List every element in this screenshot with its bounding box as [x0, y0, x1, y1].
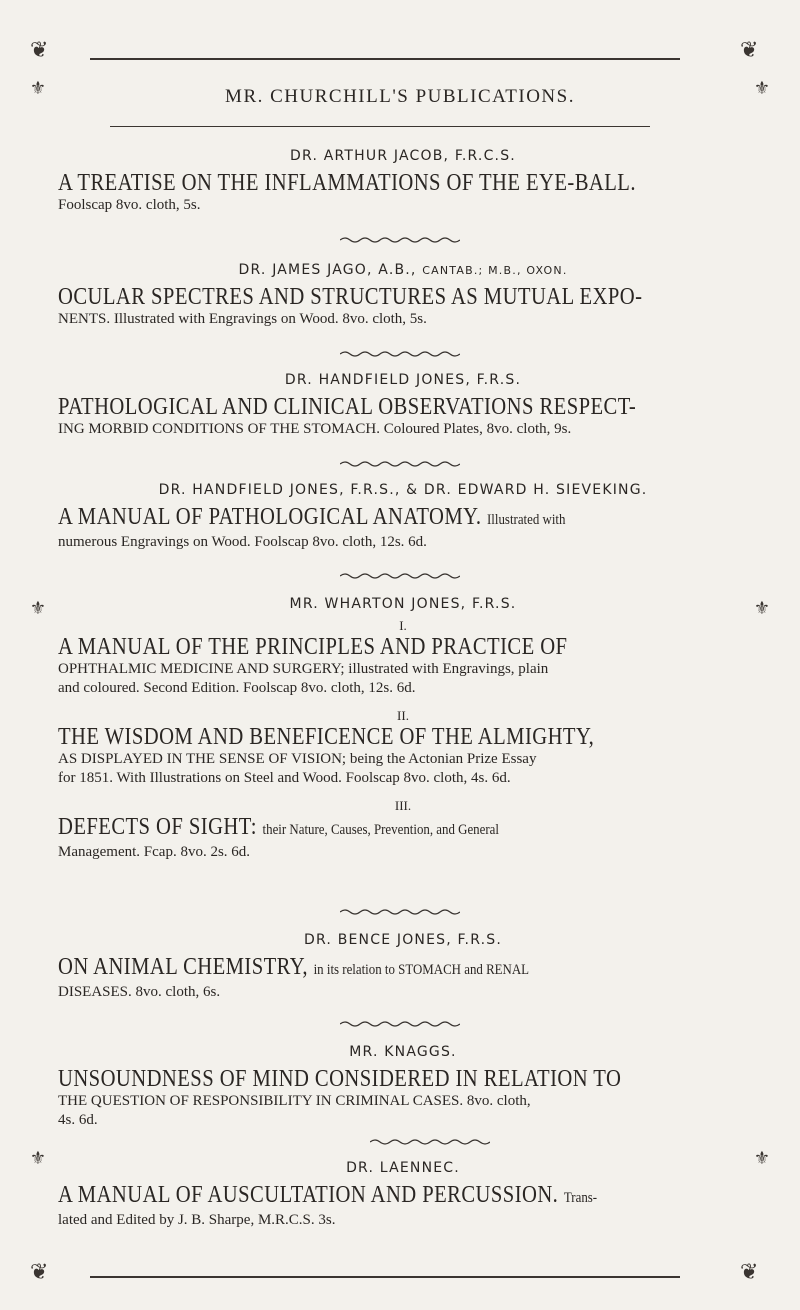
book-description: THE QUESTION OF RESPONSIBILITY IN CRIMINAL CASES. 8vo. cloth,: [58, 1093, 531, 1109]
book-title: OCULAR SPECTRES AND STRUCTURES AS MUTUAL EXPO-: [58, 284, 643, 310]
entry-jones-sieveking: [58, 482, 748, 552]
wave-divider: [340, 1020, 460, 1028]
wave-divider: [370, 1138, 490, 1146]
author-name: DR. JAMES JAGO, A.B.,: [238, 262, 417, 278]
book-description: numerous Engravings on Wood. Foolscap 8vo. cloth, 12s. 6d.: [58, 534, 427, 550]
book-title: PATHOLOGICAL AND CLINICAL OBSERVATIONS RESPECT-: [58, 394, 637, 420]
book-description: lated and Edited by J. B. Sharpe, M.R.C.S. 3s.: [58, 1212, 336, 1228]
book-title-main: DEFECTS OF SIGHT:: [58, 814, 257, 840]
book-title-main: A MANUAL OF AUSCULTATION AND PERCUSSION.: [58, 1182, 559, 1208]
top-sub-rule: [110, 126, 650, 127]
author-heading: DR. LAENNEC.: [346, 1160, 460, 1176]
book-title-tail: in its relation to STOMACH and RENAL: [313, 962, 530, 978]
book-description: and coloured. Second Edition. Foolscap 8vo. cloth, 12s. 6d.: [58, 680, 416, 696]
side-ornament-icon: ⚜: [29, 1148, 47, 1169]
side-ornament-icon: ⚜: [753, 1148, 771, 1169]
corner-flourish-icon: ❦: [30, 38, 49, 63]
running-head: MR. CHURCHILL'S PUBLICATIONS.: [225, 86, 575, 107]
author-heading: DR. BENCE JONES, F.R.S.: [303, 932, 503, 948]
book-title-tail: Trans-: [563, 1190, 598, 1206]
author-degrees: CANTAB.; M.B., OXON.: [422, 264, 568, 277]
book-title-main: A MANUAL OF PATHOLOGICAL ANATOMY.: [58, 504, 482, 530]
side-ornament-icon: ⚜: [29, 598, 47, 619]
wave-divider: [340, 236, 460, 244]
top-rule: [90, 58, 680, 60]
wave-divider: [340, 350, 460, 358]
item-numeral: II.: [397, 708, 409, 723]
book-title-main: ON ANIMAL CHEMISTRY,: [58, 954, 309, 980]
entry-jago: [58, 262, 748, 329]
book-title: A MANUAL OF THE PRINCIPLES AND PRACTICE OF: [58, 634, 568, 660]
bottom-rule: [90, 1276, 680, 1278]
book-title: THE WISDOM AND BENEFICENCE OF THE ALMIGHTY,: [58, 724, 595, 750]
corner-flourish-icon: ❦: [30, 1260, 49, 1285]
book-title: A TREATISE ON THE INFLAMMATIONS OF THE EYE-BALL.: [58, 170, 636, 196]
book-description: 4s. 6d.: [58, 1112, 98, 1128]
entry-knaggs: [58, 1044, 748, 1130]
corner-flourish-icon: ❦: [740, 1260, 759, 1285]
entry-bence-jones: [58, 932, 748, 1002]
side-ornament-icon: ⚜: [753, 78, 771, 99]
wave-divider: [340, 460, 460, 468]
entry-wharton-jones: [58, 596, 748, 862]
book-description: NENTS. Illustrated with Engravings on Wood. 8vo. cloth, 5s.: [58, 311, 427, 327]
wave-divider: [340, 908, 460, 916]
book-description: ING MORBID CONDITIONS OF THE STOMACH. Coloured Plates, 8vo. cloth, 9s.: [58, 421, 572, 437]
book-title: UNSOUNDNESS OF MIND CONSIDERED IN RELATION TO: [58, 1066, 622, 1092]
book-title-tail: Illustrated with: [487, 512, 566, 528]
author-heading: DR. HANDFIELD JONES, F.R.S.: [284, 372, 522, 388]
book-description: OPHTHALMIC MEDICINE AND SURGERY; illustrated with Engravings, plain: [58, 661, 549, 677]
author-heading: [58, 262, 748, 278]
item-numeral: I.: [399, 618, 407, 633]
side-ornament-icon: ⚜: [29, 78, 47, 99]
book-title: [58, 954, 651, 983]
book-description: AS DISPLAYED IN THE SENSE OF VISION; being the Actonian Prize Essay: [58, 751, 537, 767]
book-title: [58, 1182, 651, 1211]
book-description: Foolscap 8vo. cloth, 5s.: [58, 197, 201, 213]
author-heading: MR. KNAGGS.: [349, 1044, 457, 1060]
book-title: [58, 814, 651, 843]
author-heading: DR. HANDFIELD JONES, F.R.S., & DR. EDWARD H. SIEVEKING.: [158, 482, 648, 498]
book-title-tail: their Nature, Causes, Prevention, and General: [262, 822, 499, 838]
book-description: DISEASES. 8vo. cloth, 6s.: [58, 984, 221, 1000]
author-heading: MR. WHARTON JONES, F.R.S.: [289, 596, 517, 612]
book-title: [58, 504, 651, 533]
entry-jacob: [58, 148, 748, 215]
wave-divider: [340, 572, 460, 580]
book-description: for 1851. With Illustrations on Steel and Wood. Foolscap 8vo. cloth, 4s. 6d.: [58, 770, 511, 786]
item-numeral: III.: [394, 798, 412, 813]
corner-flourish-icon: ❦: [740, 38, 759, 63]
entry-laennec: [58, 1160, 748, 1230]
book-description: Management. Fcap. 8vo. 2s. 6d.: [58, 844, 251, 860]
author-heading: DR. ARTHUR JACOB, F.R.C.S.: [290, 148, 516, 164]
side-ornament-icon: ⚜: [753, 598, 771, 619]
entry-handfield-jones: [58, 372, 748, 439]
